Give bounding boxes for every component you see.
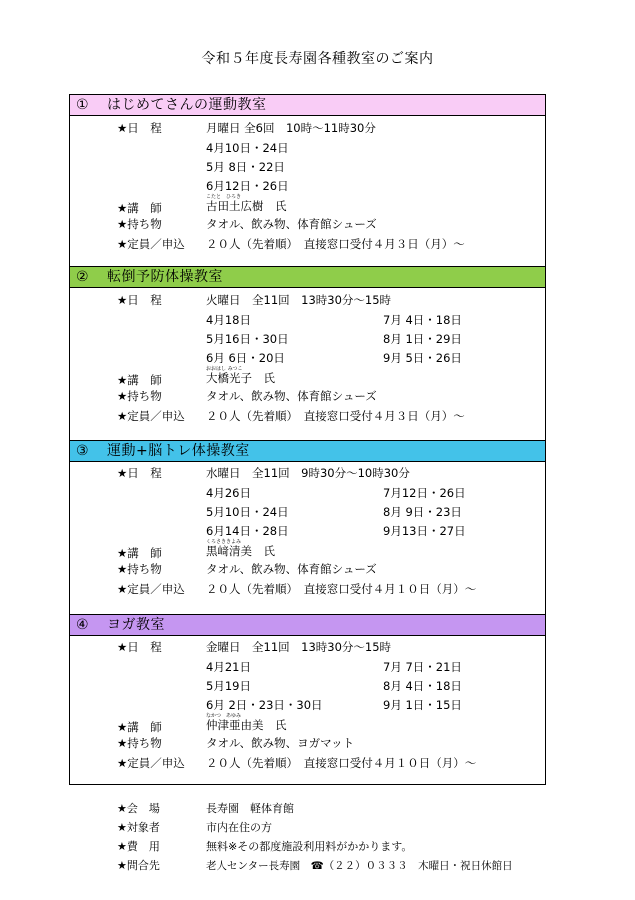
teacher-name: 黒﨑清美 氏 bbox=[206, 544, 275, 558]
capacity-label: ★定員／申込 bbox=[117, 237, 185, 251]
date-line: 8月 9日・23日 bbox=[383, 505, 462, 519]
items-text: タオル、飲み物、体育館シューズ bbox=[206, 562, 377, 576]
date-line: 5月16日・30日 bbox=[206, 332, 289, 346]
schedule-label: ★日 程 bbox=[117, 293, 162, 307]
section-number: ③ bbox=[76, 443, 89, 459]
date-line: 6月 6日・20日 bbox=[206, 351, 285, 365]
items-text: タオル、飲み物、体育館シューズ bbox=[206, 217, 377, 231]
items-label: ★持ち物 bbox=[117, 736, 162, 750]
teacher-label: ★講 師 bbox=[117, 546, 162, 560]
capacity-text: ２０人（先着順） 直接窓口受付４月３日（月）～ bbox=[206, 237, 465, 251]
date-line: 5月19日 bbox=[206, 679, 251, 693]
schedule-text: 月曜日 全6回 10時～11時30分 bbox=[206, 121, 376, 135]
date-line: 4月10日・24日 bbox=[206, 141, 289, 155]
schedule-text: 金曜日 全11回 13時30分～15時 bbox=[206, 640, 392, 654]
teacher-reading: くろさききよみ bbox=[206, 539, 242, 545]
section-4-header bbox=[70, 614, 545, 636]
capacity-text: ２０人（先着順） 直接窓口受付４月１０日（月）～ bbox=[206, 582, 477, 596]
section-3-header bbox=[70, 440, 545, 462]
date-line: 5月 8日・22日 bbox=[206, 160, 285, 174]
venue-label: ★会 場 bbox=[117, 802, 160, 815]
date-line: 4月26日 bbox=[206, 486, 251, 500]
target-value: 市内在住の方 bbox=[206, 821, 272, 834]
section-number: ② bbox=[76, 269, 89, 285]
items-label: ★持ち物 bbox=[117, 389, 162, 403]
date-line: 8月 1日・29日 bbox=[383, 332, 462, 346]
section-title: 運動+脳トレ体操教室 bbox=[107, 443, 250, 459]
date-line: 5月10日・24日 bbox=[206, 505, 289, 519]
venue-value: 長寿園 軽体育館 bbox=[206, 802, 294, 815]
schedule-text: 水曜日 全11回 9時30分～10時30分 bbox=[206, 466, 410, 480]
section-2-header bbox=[70, 266, 545, 288]
teacher-reading: こたと ひろき bbox=[206, 194, 242, 200]
date-line: 7月 4日・18日 bbox=[383, 313, 462, 327]
items-text: タオル、飲み物、体育館シューズ bbox=[206, 389, 377, 403]
teacher-label: ★講 師 bbox=[117, 720, 162, 734]
schedule-label: ★日 程 bbox=[117, 640, 162, 654]
section-number: ① bbox=[76, 97, 89, 113]
date-line: 8月 4日・18日 bbox=[383, 679, 462, 693]
section-title: はじめてさんの運動教室 bbox=[107, 97, 267, 113]
items-label: ★持ち物 bbox=[117, 217, 162, 231]
items-label: ★持ち物 bbox=[117, 562, 162, 576]
teacher-reading: おおはし みつこ bbox=[206, 366, 243, 372]
date-line: 6月 2日・23日・30日 bbox=[206, 698, 323, 712]
capacity-label: ★定員／申込 bbox=[117, 582, 185, 596]
items-text: タオル、飲み物、ヨガマット bbox=[206, 736, 355, 750]
teacher-name: 大橋光子 氏 bbox=[206, 371, 275, 385]
teacher-label: ★講 師 bbox=[117, 373, 162, 387]
section-title: ヨガ教室 bbox=[107, 617, 165, 633]
capacity-text: ２０人（先着順） 直接窓口受付４月３日（月）～ bbox=[206, 409, 465, 423]
date-line: 4月18日 bbox=[206, 313, 251, 327]
fee-value: 無料※その都度施設利用料がかかります。 bbox=[206, 840, 413, 853]
teacher-name: 古田土広樹 氏 bbox=[206, 199, 287, 213]
date-line: 7月12日・26日 bbox=[383, 486, 466, 500]
target-label: ★対象者 bbox=[117, 821, 160, 834]
capacity-label: ★定員／申込 bbox=[117, 756, 185, 770]
schedule-text: 火曜日 全11回 13時30分～15時 bbox=[206, 293, 392, 307]
section-title: 転倒予防体操教室 bbox=[107, 269, 223, 285]
date-line: 7月 7日・21日 bbox=[383, 660, 462, 674]
section-number: ④ bbox=[76, 617, 89, 633]
date-line: 9月13日・27日 bbox=[383, 524, 466, 538]
capacity-label: ★定員／申込 bbox=[117, 409, 185, 423]
page-title: 令和５年度長寿園各種教室のご案内 bbox=[201, 51, 434, 67]
teacher-reading: なかつ あゆみ bbox=[206, 713, 242, 719]
teacher-name: 仲津亜由美 氏 bbox=[206, 718, 287, 732]
date-line: 9月 1日・15日 bbox=[383, 698, 462, 712]
contact-label: ★問合先 bbox=[117, 859, 160, 872]
date-line: 9月 5日・26日 bbox=[383, 351, 462, 365]
schedule-label: ★日 程 bbox=[117, 466, 162, 480]
contact-value: 老人センター長寿園 ☎（２２）０３３３ 木曜日・祝日休館日 bbox=[206, 860, 513, 872]
section-1-header bbox=[70, 94, 545, 116]
teacher-label: ★講 師 bbox=[117, 201, 162, 215]
fee-label: ★費 用 bbox=[117, 840, 160, 853]
date-line: 6月12日・26日 bbox=[206, 179, 289, 193]
schedule-label: ★日 程 bbox=[117, 121, 162, 135]
capacity-text: ２０人（先着順） 直接窓口受付４月１０日（月）～ bbox=[206, 756, 477, 770]
date-line: 6月14日・28日 bbox=[206, 524, 289, 538]
date-line: 4月21日 bbox=[206, 660, 251, 674]
